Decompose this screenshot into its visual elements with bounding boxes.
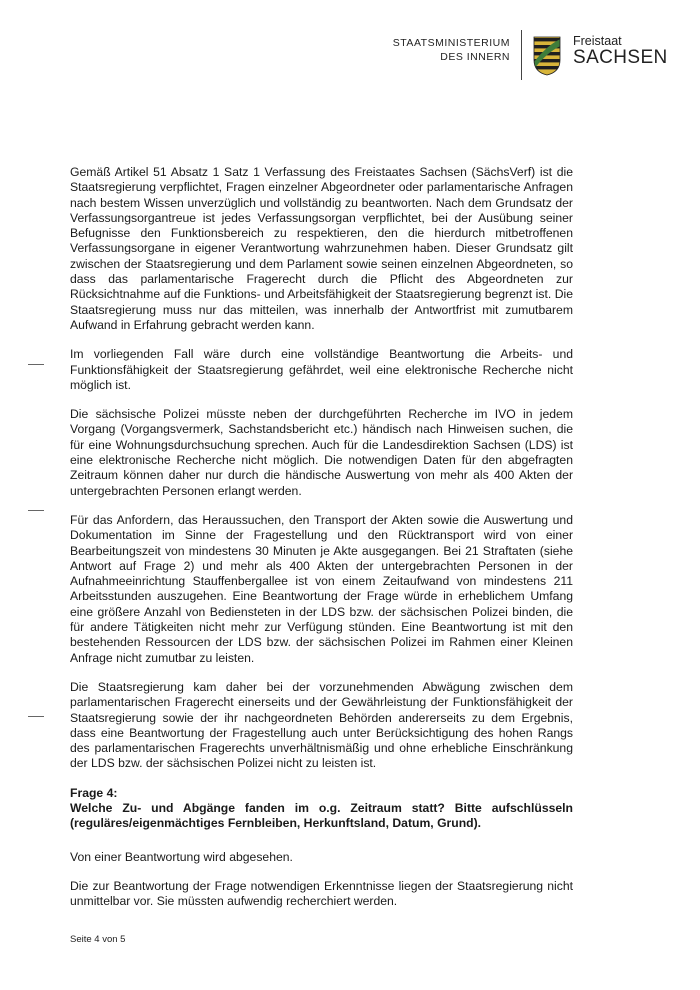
paragraph: Die sächsische Polizei müsste neben der durchgeführten Recherche im IVO in jedem Vorgang (Vorgangsvermerk, Sachstandsbericht etc.) händisch nach Hinweisen suchen, die für eine Wohnungsdurchsuchung sprechen. Auch für die Landesdirektion Sachsen (LDS) ist eine elektronische Recherche nicht möglich. Die notwendigen Daten für den abgefragten Zeitraum können daher nur durch die händische Auswertung von mehr als 400 Akten der untergebrachten Personen erlangt werden. xyxy=(70,407,573,498)
question-text: Welche Zu- und Abgänge fanden im o.g. Zeitraum statt? Bitte aufschlüsseln (reguläres/eigenmächtiges Fernbleiben, Herkunftsland, Datum, Grund). xyxy=(70,800,573,831)
answer-paragraph: Die zur Beantwortung der Frage notwendigen Erkenntnisse liegen der Staatsregierung nicht unmittelbar vor. Sie müssten aufwendig recherchiert werden. xyxy=(70,878,573,909)
page-number: Seite 4 von 5 xyxy=(70,934,126,945)
header-divider xyxy=(521,30,522,80)
document-body xyxy=(70,165,573,923)
question-label: Frage 4: xyxy=(70,785,118,800)
saxony-coat-of-arms-icon xyxy=(533,36,561,76)
paragraph: Gemäß Artikel 51 Absatz 1 Satz 1 Verfassung des Freistaates Sachsen (SächsVerf) ist die Staatsregierung verpflichtet, Fragen einzelner Abgeordneter oder parlamentarische Anfragen nach bestem Wissen unverzüglich und vollständig zu beantworten. Nach dem Grundsatz der Verfassungsorgantreue ist jedes Verfassungsorgan verpflichtet, bei der Ausübung seiner Befugnisse den Funktionsbereich zu respektieren, den die hierdurch mitbetroffenen Verfassungsorgane in eigener Verantwortung wahrzunehmen haben. Dieser Grundsatz gilt zwischen der Staatsregierung und dem Parlament sowie seinen einzelnen Abgeordneten, so dass das parlamentarische Fragerecht durch die Pflicht des Abgeordneten zur Rücksichtnahme auf die Funktions- und Arbeitsfähigkeit der Staatsregierung begrenzt ist. Die Staatsregierung muss nur das mitteilen, was innerhalb der Antwortfrist mit zumutbarem Aufwand in Erfahrung gebracht werden kann. xyxy=(70,165,573,332)
ministry-line-1: STAATSMINISTERIUM xyxy=(392,37,510,49)
margin-mark xyxy=(28,716,44,717)
paragraph: Im vorliegenden Fall wäre durch eine vollständige Beantwortung die Arbeits- und Funktionsfähigkeit der Staatsregierung gefährdet, weil eine elektronische Recherche nicht möglich ist. xyxy=(70,347,573,392)
margin-mark xyxy=(28,510,44,511)
ministry-line-2: DES INNERN xyxy=(440,51,510,63)
state-label-large: SACHSEN xyxy=(573,47,668,68)
paragraph: Für das Anfordern, das Heraussuchen, den Transport der Akten sowie die Auswertung und Dokumentation im Sinne der Fragestellung und den Rücktransport wird von einer Bearbeitungszeit von mindestens 30 Minuten je Akte ausgegangen. Bei 21 Straftaten (siehe Antwort auf Frage 2) und mehr als 400 Akten der untergebrachten Personen in der Aufnahmeeinrichtung Stauffenbergallee ist von einem Zeitaufwand von mindestens 211 Arbeitsstunden auszugehen. Eine Beantwortung der Frage würde in erheblichem Umfang eine größere Anzahl von Bediensteten in der LDS bzw. der sächsischen Polizei binden, die für andere Tätigkeiten nicht mehr zur Verfügung stünden. Eine Beantwortung ist mit den bestehenden Ressourcen der LDS bzw. der sächsischen Polizei im Rahmen einer Kleinen Anfrage nicht zumutbar zu leisten. xyxy=(70,512,573,665)
answer-paragraph: Von einer Beantwortung wird abgesehen. xyxy=(70,849,293,864)
paragraph: Die Staatsregierung kam daher bei der vorzunehmenden Abwägung zwischen dem parlamentarischen Fragerecht einerseits und der Gewährleistung der Funktionsfähigkeit der Staatsregierung sowie der ihr nachgeordneten Behörden andererseits zu dem Ergebnis, dass eine Beantwortung der Fragestellung auch unter Berücksichtigung des hohen Rangs des parlamentarischen Fragerechts unverhältnismäßig und ohne erhebliche Einschränkung der LDS bzw. der sächsischen Polizei nicht zu leisten ist. xyxy=(70,679,573,771)
margin-mark xyxy=(28,364,44,365)
state-label-small: Freistaat xyxy=(573,34,622,48)
question-block xyxy=(70,786,573,832)
ministry-name xyxy=(380,36,510,64)
